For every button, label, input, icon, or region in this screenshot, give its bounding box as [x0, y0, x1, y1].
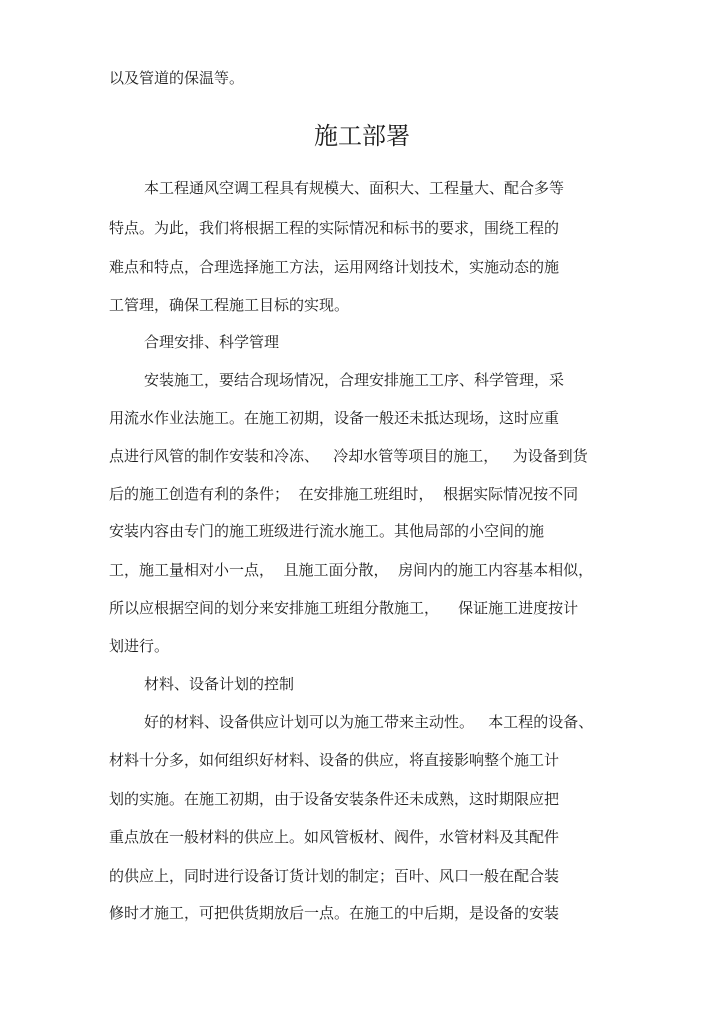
text-line: 安装内容由专门的施工班级进行流水施工。其他局部的小空间的施: [109, 522, 545, 540]
text-line: 划进行。: [109, 637, 170, 655]
text-line: 安装施工，要结合现场情况，合理安排施工工序、科学管理，采: [144, 371, 565, 389]
text-line: 用流水作业法施工。在施工初期，设备一般还未抵达现场，这时应重: [109, 409, 560, 427]
text-line: 特点。为此，我们将根据工程的实际情况和标书的要求，围绕工程的: [109, 219, 560, 237]
text-line: 好的材料、设备供应计划可以为施工带来主动性。 本工程的设备、: [144, 713, 594, 731]
text-line: 难点和特点，合理选择施工方法，运用网络计划技术，实施动态的施: [109, 258, 560, 276]
text-line: 所以应根据空间的划分来安排施工班组分散施工， 保证施工进度按计: [109, 599, 579, 617]
text-line: 工，施工量相对小一点， 且施工面分散， 房间内的施工内容基本相似，: [109, 561, 594, 579]
text-line: 划的实施。在施工初期，由于设备安装条件还未成熟，这时期限应把: [109, 790, 560, 808]
subheading: 合理安排、科学管理: [144, 333, 280, 351]
section-title: 施工部署: [314, 122, 410, 150]
text-line: 重点放在一般材料的供应上。如风管板材、阀件，水管材料及其配件: [109, 828, 560, 846]
text-line: 本工程通风空调工程具有规模大、面积大、工程量大、配合多等: [144, 179, 565, 197]
text-line: 的供应上，同时进行设备订货计划的制定；百叶、风口一般在配合装: [109, 867, 560, 885]
text-line: 工管理，确保工程施工目标的实现。: [109, 296, 350, 314]
text-line: 以及管道的保温等。: [109, 69, 245, 87]
text-line: 点进行风管的制作安装和冷冻、 冷却水管等项目的施工， 为设备到货: [109, 447, 588, 465]
subheading: 材料、设备计划的控制: [144, 675, 295, 693]
text-line: 修时才施工，可把供货期放后一点。在施工的中后期，是设备的安装: [109, 904, 560, 922]
text-line: 后的施工创造有利的条件； 在安排施工班组时， 根据实际情况按不同: [109, 485, 579, 503]
text-line: 材料十分多，如何组织好材料、设备的供应，将直接影响整个施工计: [109, 751, 560, 769]
